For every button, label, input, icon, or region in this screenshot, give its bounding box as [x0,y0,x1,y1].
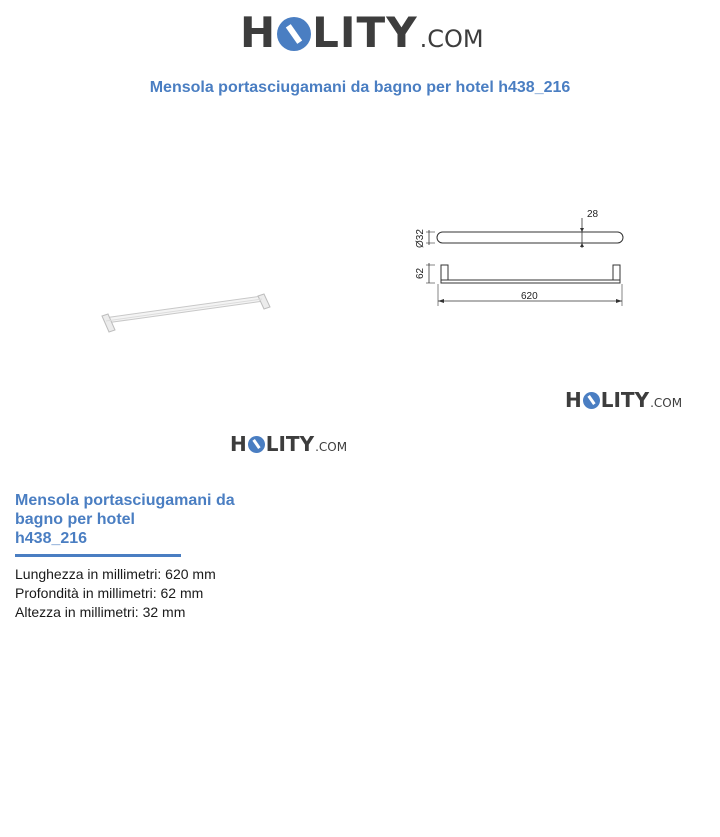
width-label: 620 [521,291,538,302]
logo-o-icon [248,436,265,453]
logo-text-com: .COM [315,440,348,454]
title-underline [15,554,181,557]
holity-logo[interactable] [240,8,484,57]
logo-text-com: .COM [650,396,683,410]
diameter-label: Ø32 [415,229,426,248]
spec-list [15,565,216,622]
spec-height: Altezza in millimetri: 32 mm [15,604,186,620]
product-photo [90,280,280,340]
logo-text-com: .COM [419,25,484,53]
logo-text-h: H [565,388,582,412]
logo-text-lity: LITY [265,432,315,456]
logo-text-h: H [230,432,247,456]
depth-label: 62 [415,267,426,279]
spec-length: Lunghezza in millimetri: 620 mm [15,566,216,582]
product-name-line: h438_216 [15,530,88,547]
logo-text-lity: LITY [600,388,650,412]
detail-label: 28 [587,209,599,220]
spec-depth: Profondità in millimetri: 62 mm [15,585,204,601]
product-name-line: bagno per hotel [15,511,135,528]
logo-text-lity: LITY [312,8,418,57]
logo-o-icon [277,17,311,51]
page-title: Mensola portasciugamani da bagno per hotel h438_216 [149,79,571,96]
product-name [15,491,255,548]
product-name-line: Mensola portasciugamani da [15,492,235,509]
drawing-logo [565,388,682,412]
technical-drawing [405,200,635,310]
logo-o-icon [583,392,600,409]
photo-logo [230,432,347,456]
logo-text-h: H [240,8,277,57]
